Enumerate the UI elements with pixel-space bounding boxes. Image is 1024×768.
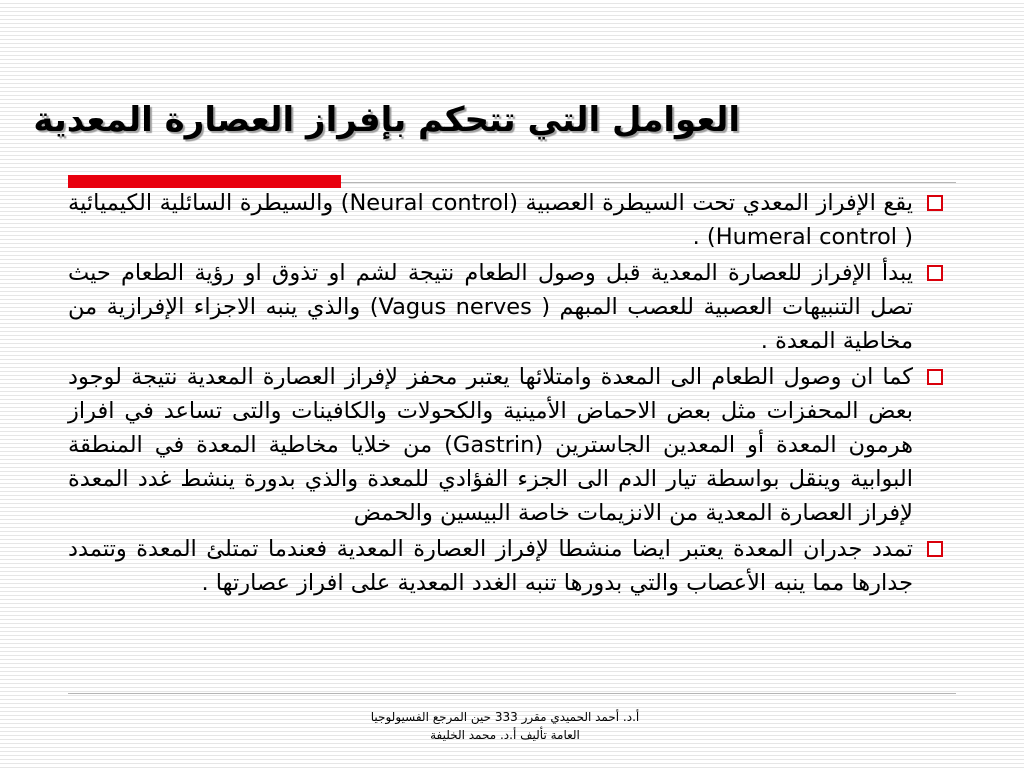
square-bullet-icon: [927, 369, 943, 385]
bullet-text: تمدد جدران المعدة يعتبر ايضا منشطا لإفراز العصارة المعدية فعندما تمتلئ المعدة وتتمدد جدارها مما ينبه الأعصاب والتي بدورها تنبه الغدد المعدية على افراز عصارتها .: [68, 536, 913, 596]
title-underline: [341, 182, 956, 183]
footer-divider: [68, 693, 956, 694]
bullet-text: يقع الإفراز المعدي تحت السيطرة العصبية (Neural control) والسيطرة السائلية الكيميائية ( Humeral control) .: [68, 190, 913, 250]
bullet-item-vagus-nerves: [68, 256, 943, 358]
bullet-text: كما ان وصول الطعام الى المعدة وامتلائها يعتبر محفز لإفراز العصارة المعدية نتيجة لوجود بعض المحفزات مثل بعض الاحماض الأمينية والكحولات والكافينات والتى تساعد في افراز هرمون المعدة أو المعدين الجاسترين (Gastrin) من خلايا مخاطية المعدة في المنطقة البوابية وينقل بواسطة تيار الدم الى الجزء الفؤادي للمعدة والذي بدورة ينشط غدد المعدة لإفراز العصارة المعدية من الانزيمات خاصة البيسين والحمض: [68, 364, 913, 526]
footer-reference: [320, 708, 690, 744]
footer-line-1: أ.د. أحمد الحميدي مقرر 333 حين المرجع الفسيولوجيا: [370, 710, 640, 724]
slide-title: العوامل التي تتحكم بإفراز العصارة المعدية: [33, 100, 740, 140]
square-bullet-icon: [927, 541, 943, 557]
square-bullet-icon: [927, 195, 943, 211]
bullet-list: [68, 186, 943, 600]
bullet-item-neural-control: [68, 186, 943, 254]
bullet-item-gastrin: [68, 360, 943, 530]
bullet-text: يبدأ الإفراز للعصارة المعدية قبل وصول الطعام نتيجة لشم او تذوق او رؤية الطعام حيث تصل التنبيهات العصبية للعصب المبهم ( Vagus nerves) والذي ينبه الاجزاء الإفرازية من مخاطية المعدة .: [68, 260, 913, 354]
bullet-item-stomach-distension: [68, 532, 943, 600]
square-bullet-icon: [927, 265, 943, 281]
footer-line-2: العامة تأليف أ.د. محمد الخليفة: [430, 728, 580, 742]
